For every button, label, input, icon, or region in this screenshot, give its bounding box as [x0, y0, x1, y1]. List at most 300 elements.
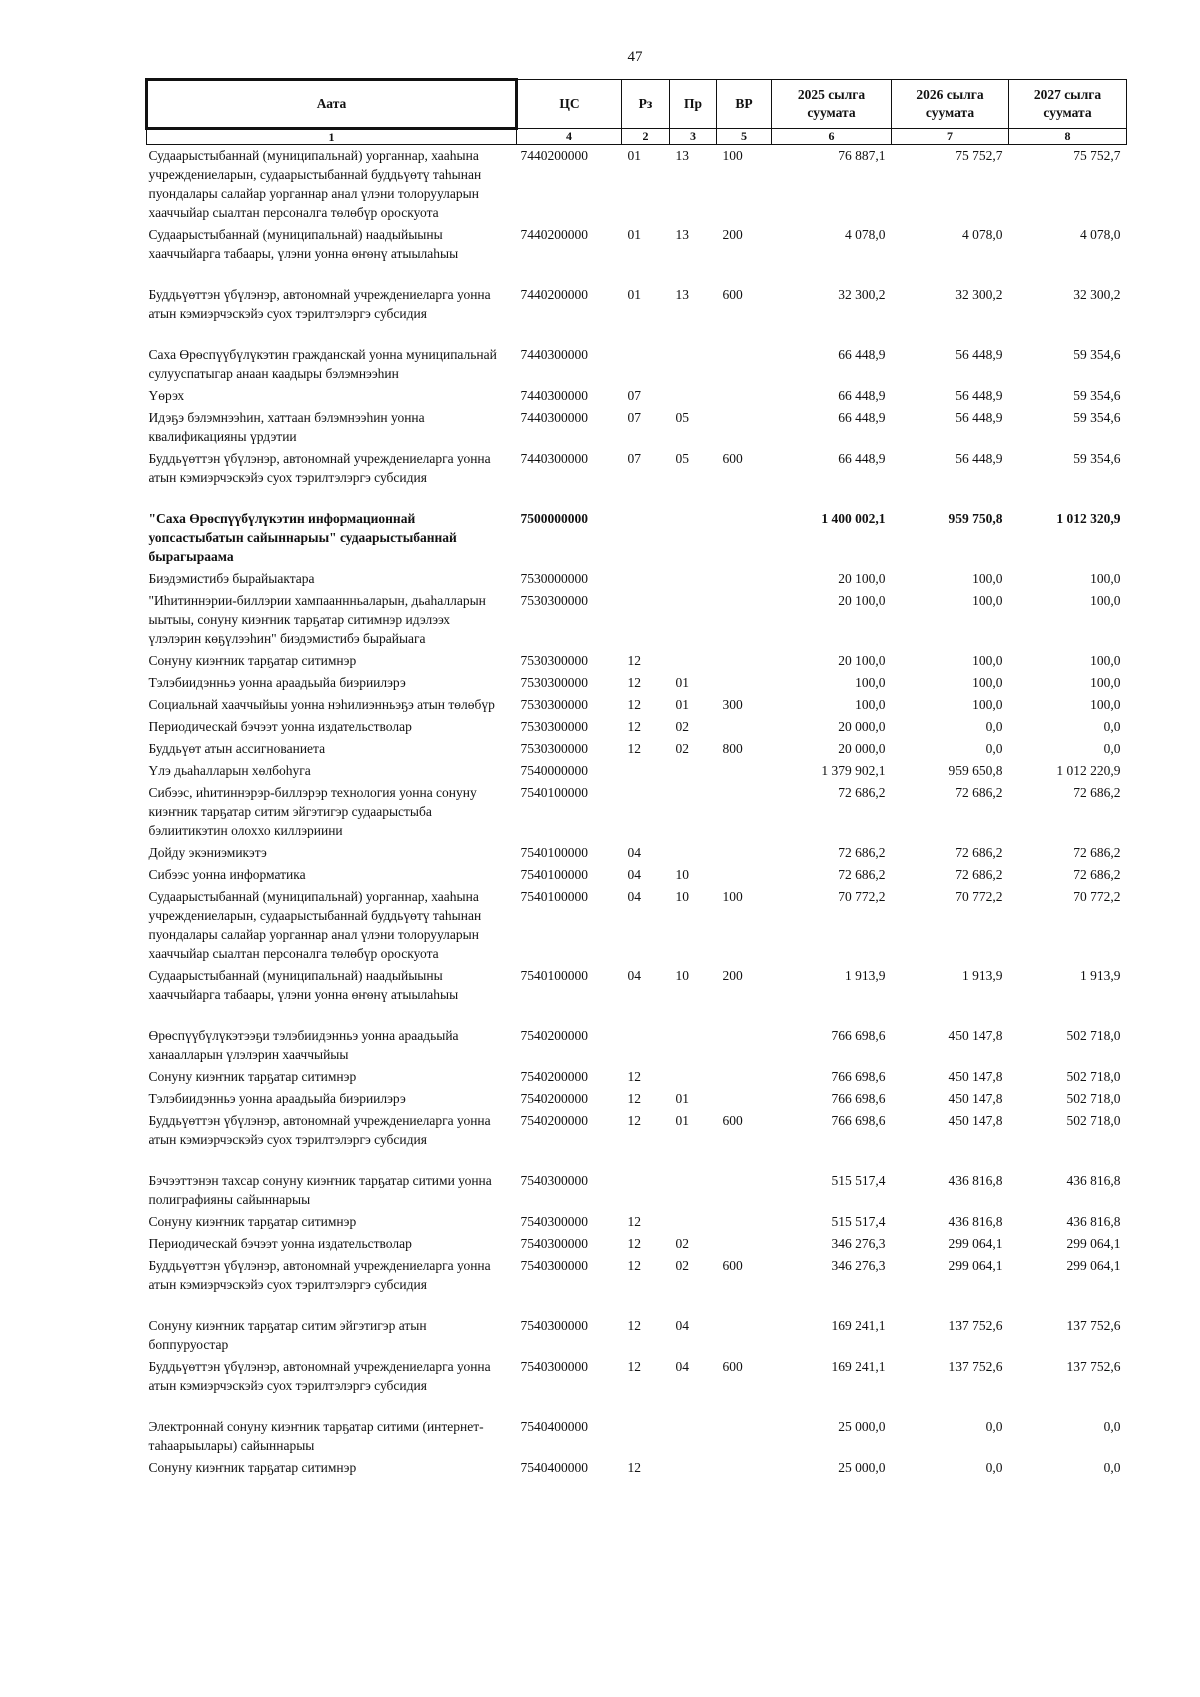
row-amount-2027: 1 012 320,9 [1056, 511, 1121, 526]
row-pr-code [670, 385, 717, 407]
table-row [147, 1066, 1127, 1088]
row-amount-2025: 169 241,1 [831, 1359, 886, 1374]
row-rz-code: 04 [627, 968, 641, 983]
row-vr-code: 600 [722, 287, 743, 302]
row-name: Буддьүөттэн үбүлэнэр, автономнай учреждениеларга уонна атын кэмиэрчэскэйэ суох тэрилтэлэргэ субсидия [148, 451, 491, 485]
row-amount-2026: 0,0 [985, 741, 1003, 756]
row-amount-2026: 450 147,8 [948, 1113, 1003, 1128]
row-rz-code: 12 [627, 1214, 641, 1229]
row-cs-code: 7540300000 [520, 1236, 588, 1251]
header-2025: 2025 сылга суумата [772, 80, 892, 129]
row-amount-2027: 1 012 220,9 [1056, 763, 1121, 778]
row-vr-code: 200 [722, 968, 743, 983]
table-row [147, 1416, 1127, 1457]
row-pr-code: 13 [675, 287, 689, 302]
row-amount-2025: 169 241,1 [831, 1318, 886, 1333]
row-vr-code [717, 672, 772, 694]
row-rz-code: 07 [627, 451, 641, 466]
column-number: 4 [517, 129, 622, 145]
row-amount-2027: 502 718,0 [1066, 1091, 1121, 1106]
row-rz-code: 07 [627, 410, 641, 425]
row-amount-2026: 137 752,6 [948, 1318, 1003, 1333]
row-name: Буддьүөттэн үбүлэнэр, автономнай учреждениеларга уонна атын кэмиэрчэскэйэ суох тэрилтэлэргэ субсидия [148, 1113, 491, 1147]
row-amount-2025: 100,0 [855, 675, 886, 690]
row-cs-code: 7540100000 [520, 845, 588, 860]
row-amount-2027: 4 078,0 [1080, 227, 1121, 242]
row-rz-code [622, 782, 670, 842]
row-name: Дойду экэниэмикэтэ [148, 845, 267, 860]
row-vr-code [717, 1066, 772, 1088]
row-amount-2025: 66 448,9 [838, 388, 886, 403]
row-amount-2026: 137 752,6 [948, 1359, 1003, 1374]
row-amount-2026: 56 448,9 [955, 388, 1003, 403]
row-cs-code: 7540300000 [520, 1318, 588, 1333]
row-amount-2026: 959 650,8 [948, 763, 1003, 778]
row-rz-code: 01 [627, 287, 641, 302]
row-cs-code: 7540100000 [520, 785, 588, 800]
row-vr-code: 200 [722, 227, 743, 242]
row-amount-2027: 72 686,2 [1073, 867, 1121, 882]
header-vr: ВР [717, 80, 772, 129]
row-vr-code [717, 385, 772, 407]
row-vr-code [717, 1315, 772, 1356]
row-amount-2026: 450 147,8 [948, 1091, 1003, 1106]
row-cs-code: 7540200000 [520, 1028, 588, 1043]
row-amount-2026: 70 772,2 [955, 889, 1003, 904]
row-name: Социальнай хааччыйыы уонна нэһилиэнньэҕэ атын төлөбүр [148, 697, 495, 712]
row-amount-2026: 56 448,9 [955, 347, 1003, 362]
row-amount-2026: 450 147,8 [948, 1069, 1003, 1084]
table-row [147, 385, 1127, 407]
table-row [147, 344, 1127, 385]
row-name: Периодическай бэчээт уонна издательстволар [148, 719, 412, 734]
row-amount-2026: 100,0 [972, 675, 1003, 690]
row-amount-2025: 1 379 902,1 [821, 763, 886, 778]
row-cs-code: 7530300000 [520, 653, 588, 668]
row-name: Тэлэбиидэнньэ уонна араадьыйа биэриилэрэ [148, 1091, 406, 1106]
header-name: Аата [147, 80, 517, 129]
row-cs-code: 7440300000 [520, 347, 588, 362]
row-vr-code [717, 590, 772, 650]
row-amount-2027: 75 752,7 [1073, 148, 1121, 163]
row-amount-2026: 72 686,2 [955, 785, 1003, 800]
row-rz-code: 01 [627, 148, 641, 163]
row-name: Сонуну киэҥник тарҕатар ситимнэр [148, 1460, 357, 1475]
column-number-row [147, 129, 1127, 145]
table-row [147, 448, 1127, 508]
row-amount-2025: 766 698,6 [831, 1069, 886, 1084]
row-amount-2026: 436 816,8 [948, 1214, 1003, 1229]
row-pr-code [670, 760, 717, 782]
table-row [147, 568, 1127, 590]
table-row [147, 284, 1127, 344]
row-vr-code [717, 1211, 772, 1233]
row-name: Буддьүөттэн үбүлэнэр, автономнай учреждениеларга уонна атын кэмиэрчэскэйэ суох тэрилтэлэргэ субсидия [148, 287, 491, 321]
header-2026: 2026 сылга суумата [892, 80, 1009, 129]
row-amount-2026: 0,0 [985, 1460, 1003, 1475]
row-name: Идэҕэ бэлэмнээһин, хаттаан бэлэмнээһин уонна квалификацияны үрдэтии [148, 410, 425, 444]
table-row [147, 1088, 1127, 1110]
row-amount-2025: 346 276,3 [831, 1258, 886, 1273]
row-amount-2025: 72 686,2 [838, 867, 886, 882]
row-amount-2025: 66 448,9 [838, 451, 886, 466]
row-name: Судаарыстыбаннай (муниципальнай) уорганнар, хааһына учреждениеларын, судаарыстыбаннай буддьүөтү таһынан пуондалары салайар уорганнар анал үлэни толорууларын хааччыйар сыалтан персоналга төлөбүр ороскуота [148, 889, 482, 961]
row-vr-code [717, 782, 772, 842]
row-pr-code: 01 [675, 1113, 689, 1128]
row-amount-2025: 66 448,9 [838, 410, 886, 425]
row-pr-code: 10 [675, 867, 689, 882]
table-row [147, 738, 1127, 760]
row-vr-code: 600 [722, 1359, 743, 1374]
row-vr-code: 100 [722, 148, 743, 163]
row-name: Судаарыстыбаннай (муниципальнай) наадыйыыны хааччыйарга табаары, үлэни уонна өҥөнү атыылаһыы [148, 968, 459, 1002]
row-amount-2025: 25 000,0 [838, 1460, 886, 1475]
row-name: Бэчээттэнэн тахсар сонуну киэҥник тарҕатар ситими уонна полиграфияны сайыннарыы [148, 1173, 492, 1207]
row-amount-2026: 56 448,9 [955, 451, 1003, 466]
row-rz-code: 12 [627, 1091, 641, 1106]
row-name: Үлэ дьаһалларын хөлбоһуга [148, 763, 311, 778]
page-number: 47 [627, 49, 643, 65]
row-pr-code: 04 [675, 1359, 689, 1374]
row-name: Буддьүөт атын ассигнованиета [148, 741, 326, 756]
row-rz-code: 12 [627, 697, 641, 712]
row-amount-2025: 76 887,1 [838, 148, 886, 163]
column-number: 2 [622, 129, 670, 145]
row-rz-code: 12 [627, 741, 641, 756]
row-name: Буддьүөттэн үбүлэнэр, автономнай учреждениеларга уонна атын кэмиэрчэскэйэ суох тэрилтэлэргэ субсидия [148, 1359, 491, 1393]
row-amount-2025: 4 078,0 [845, 227, 886, 242]
table-row [147, 842, 1127, 864]
row-pr-code: 01 [675, 1091, 689, 1106]
row-pr-code [670, 1211, 717, 1233]
row-pr-code: 13 [675, 227, 689, 242]
row-cs-code: 7540100000 [520, 889, 588, 904]
row-name: Сонуну киэҥник тарҕатар ситимнэр [148, 653, 357, 668]
header-pr: Пр [670, 80, 717, 129]
row-amount-2027: 137 752,6 [1066, 1318, 1121, 1333]
row-pr-code: 13 [675, 148, 689, 163]
table-row [147, 1233, 1127, 1255]
table-row [147, 508, 1127, 568]
row-vr-code [717, 508, 772, 568]
row-name: "Иһитиннэрии-биллэрии хампааннньаларын, дьаһалларын ыытыы, сонуну киэҥник тарҕатар ситимнэр идэлээх үлэлэрин көҕүлээһин" биэдэмистибэ бырайыага [148, 593, 486, 646]
row-pr-code: 01 [675, 675, 689, 690]
row-rz-code [622, 508, 670, 568]
row-vr-code [717, 568, 772, 590]
row-name: Судаарыстыбаннай (муниципальнай) наадыйыыны хааччыйарга табаары, үлэни уонна өҥөнү атыылаһыы [148, 227, 459, 261]
table-row [147, 1170, 1127, 1211]
column-number: 3 [670, 129, 717, 145]
row-amount-2026: 32 300,2 [955, 287, 1003, 302]
row-amount-2025: 100,0 [855, 697, 886, 712]
row-pr-code [670, 590, 717, 650]
row-rz-code: 04 [627, 845, 641, 860]
row-vr-code: 800 [722, 741, 743, 756]
row-pr-code [670, 1170, 717, 1211]
row-amount-2025: 72 686,2 [838, 845, 886, 860]
row-pr-code [670, 344, 717, 385]
row-rz-code [622, 590, 670, 650]
row-rz-code: 12 [627, 1069, 641, 1084]
row-rz-code: 07 [627, 388, 641, 403]
row-amount-2025: 25 000,0 [838, 1419, 886, 1434]
row-amount-2027: 72 686,2 [1073, 785, 1121, 800]
row-amount-2026: 436 816,8 [948, 1173, 1003, 1188]
row-amount-2027: 59 354,6 [1073, 451, 1121, 466]
row-amount-2027: 0,0 [1103, 719, 1121, 734]
row-amount-2027: 72 686,2 [1073, 845, 1121, 860]
row-vr-code: 600 [722, 1258, 743, 1273]
table-row [147, 224, 1127, 284]
row-cs-code: 7540300000 [520, 1173, 588, 1188]
row-pr-code: 02 [675, 719, 689, 734]
row-amount-2027: 59 354,6 [1073, 410, 1121, 425]
table-row [147, 716, 1127, 738]
row-amount-2026: 100,0 [972, 593, 1003, 608]
row-vr-code [717, 344, 772, 385]
row-amount-2026: 100,0 [972, 653, 1003, 668]
budget-table [145, 78, 1127, 1479]
row-amount-2027: 436 816,8 [1066, 1214, 1121, 1229]
row-amount-2025: 20 100,0 [838, 593, 886, 608]
row-cs-code: 7530000000 [520, 571, 588, 586]
row-rz-code [622, 1025, 670, 1066]
row-rz-code: 04 [627, 889, 641, 904]
row-amount-2027: 32 300,2 [1073, 287, 1121, 302]
row-cs-code: 7440200000 [520, 287, 588, 302]
row-amount-2025: 1 913,9 [845, 968, 886, 983]
row-amount-2025: 70 772,2 [838, 889, 886, 904]
row-vr-code [717, 407, 772, 448]
row-amount-2026: 1 913,9 [962, 968, 1003, 983]
table-row [147, 1025, 1127, 1066]
row-amount-2025: 515 517,4 [831, 1214, 886, 1229]
row-vr-code [717, 716, 772, 738]
row-rz-code: 04 [627, 867, 641, 882]
row-cs-code: 7540200000 [520, 1113, 588, 1128]
row-amount-2027: 299 064,1 [1066, 1236, 1121, 1251]
row-name: Судаарыстыбаннай (муниципальнай) уорганнар, хааһына учреждениеларын, судаарыстыбаннай буддьүөтү таһынан пуондалары салайар уорганнар анал үлэни толорууларын хааччыйар сыалтан персоналга төлөбүр ороскуота [148, 148, 482, 220]
table-row [147, 590, 1127, 650]
row-vr-code [717, 842, 772, 864]
row-rz-code: 12 [627, 1258, 641, 1273]
row-pr-code: 02 [675, 1258, 689, 1273]
row-name: Электроннай сонуну киэҥник тарҕатар ситими (интернет-таһаарыылары) сайыннарыы [148, 1419, 484, 1453]
row-name: Тэлэбиидэнньэ уонна араадьыйа биэриилэрэ [148, 675, 406, 690]
row-rz-code: 12 [627, 1236, 641, 1251]
row-name: Өрөспүүбүлүкэтээҕи тэлэбиидэнньэ уонна араадьыйа ханаалларын үлэлэрин хааччыйыы [148, 1028, 459, 1062]
row-vr-code: 600 [722, 1113, 743, 1128]
row-pr-code [670, 782, 717, 842]
row-name: Сибээс, иһитиннэрэр-биллэрэр технология уонна сонуну киэҥник тарҕатар ситим эйгэтигэр судаарыстыба бэлиитикэтин олоххо киллэриини [148, 785, 477, 838]
row-amount-2027: 59 354,6 [1073, 347, 1121, 362]
row-name: Сонуну киэҥник тарҕатар ситим эйгэтигэр атын боппуруостар [148, 1318, 427, 1352]
row-pr-code: 02 [675, 741, 689, 756]
row-pr-code [670, 1025, 717, 1066]
row-amount-2026: 4 078,0 [962, 227, 1003, 242]
table-row [147, 1315, 1127, 1356]
row-cs-code: 7440300000 [520, 410, 588, 425]
row-name: Саха Өрөспүүбүлүкэтин гражданскай уонна муниципальнай сулууспатыгар анаан каадыры бэлэмнээһин [148, 347, 497, 381]
row-vr-code [717, 1416, 772, 1457]
row-name: "Саха Өрөспүүбүлүкэтин информационнай уопсастыбатын сайыннарыы" судаарыстыбаннай бырагыраама [148, 511, 457, 564]
row-cs-code: 7440200000 [520, 148, 588, 163]
row-cs-code: 7500000000 [520, 511, 588, 526]
row-cs-code: 7540300000 [520, 1258, 588, 1273]
row-amount-2027: 100,0 [1090, 571, 1121, 586]
row-amount-2025: 766 698,6 [831, 1091, 886, 1106]
row-amount-2026: 72 686,2 [955, 867, 1003, 882]
table-row [147, 694, 1127, 716]
row-vr-code [717, 1170, 772, 1211]
row-vr-code [717, 760, 772, 782]
header-cs: ЦС [517, 80, 622, 129]
column-number: 1 [147, 129, 517, 145]
row-cs-code: 7530300000 [520, 593, 588, 608]
column-number: 8 [1009, 129, 1127, 145]
table-row [147, 145, 1127, 225]
row-rz-code [622, 760, 670, 782]
row-rz-code: 12 [627, 1460, 641, 1475]
row-pr-code [670, 508, 717, 568]
row-amount-2026: 75 752,7 [955, 148, 1003, 163]
row-pr-code [670, 1457, 717, 1479]
row-rz-code [622, 1170, 670, 1211]
row-amount-2025: 20 000,0 [838, 741, 886, 756]
row-amount-2027: 299 064,1 [1066, 1258, 1121, 1273]
row-cs-code: 7540400000 [520, 1419, 588, 1434]
row-rz-code: 12 [627, 653, 641, 668]
row-pr-code: 10 [675, 889, 689, 904]
table-row [147, 886, 1127, 965]
row-amount-2026: 0,0 [985, 719, 1003, 734]
row-cs-code: 7530300000 [520, 675, 588, 690]
table-row [147, 864, 1127, 886]
row-vr-code [717, 1088, 772, 1110]
row-pr-code [670, 650, 717, 672]
row-cs-code: 7540200000 [520, 1091, 588, 1106]
row-vr-code [717, 864, 772, 886]
row-name: Үөрэх [148, 388, 185, 403]
table-row [147, 407, 1127, 448]
row-vr-code [717, 1025, 772, 1066]
row-amount-2026: 959 750,8 [948, 511, 1003, 526]
row-amount-2025: 66 448,9 [838, 347, 886, 362]
row-amount-2026: 100,0 [972, 571, 1003, 586]
row-cs-code: 7440300000 [520, 451, 588, 466]
row-amount-2027: 0,0 [1103, 1460, 1121, 1475]
table-row [147, 672, 1127, 694]
row-rz-code: 01 [627, 227, 641, 242]
row-pr-code [670, 1416, 717, 1457]
row-amount-2025: 515 517,4 [831, 1173, 886, 1188]
row-amount-2027: 100,0 [1090, 675, 1121, 690]
row-pr-code: 01 [675, 697, 689, 712]
table-row [147, 1356, 1127, 1416]
table-body [147, 145, 1127, 1480]
row-name: Сонуну киэҥник тарҕатар ситимнэр [148, 1069, 357, 1084]
row-name: Биэдэмистибэ бырайыактара [148, 571, 315, 586]
row-pr-code [670, 842, 717, 864]
table-row [147, 1110, 1127, 1170]
row-amount-2027: 0,0 [1103, 741, 1121, 756]
row-name: Сонуну киэҥник тарҕатар ситимнэр [148, 1214, 357, 1229]
row-rz-code: 12 [627, 675, 641, 690]
row-vr-code [717, 1457, 772, 1479]
row-rz-code [622, 1416, 670, 1457]
row-vr-code [717, 650, 772, 672]
column-number: 6 [772, 129, 892, 145]
row-cs-code: 7540100000 [520, 968, 588, 983]
row-name: Периодическай бэчээт уонна издательстволар [148, 1236, 412, 1251]
row-amount-2025: 346 276,3 [831, 1236, 886, 1251]
table-row [147, 1211, 1127, 1233]
row-amount-2025: 1 400 002,1 [821, 511, 886, 526]
row-pr-code: 02 [675, 1236, 689, 1251]
row-cs-code: 7440300000 [520, 388, 588, 403]
row-pr-code [670, 1066, 717, 1088]
row-cs-code: 7540100000 [520, 867, 588, 882]
row-cs-code: 7540300000 [520, 1359, 588, 1374]
row-amount-2025: 72 686,2 [838, 785, 886, 800]
row-amount-2026: 299 064,1 [948, 1258, 1003, 1273]
row-vr-code: 600 [722, 451, 743, 466]
row-rz-code [622, 568, 670, 590]
row-name: Сибээс уонна информатика [148, 867, 306, 882]
table-row [147, 650, 1127, 672]
row-amount-2025: 32 300,2 [838, 287, 886, 302]
row-rz-code: 12 [627, 1318, 641, 1333]
table-row [147, 1457, 1127, 1479]
row-amount-2026: 100,0 [972, 697, 1003, 712]
row-amount-2025: 766 698,6 [831, 1113, 886, 1128]
table-header [147, 80, 1127, 145]
row-pr-code: 10 [675, 968, 689, 983]
row-pr-code: 05 [675, 410, 689, 425]
row-cs-code: 7540200000 [520, 1069, 588, 1084]
row-vr-code [717, 1233, 772, 1255]
row-amount-2027: 137 752,6 [1066, 1359, 1121, 1374]
row-amount-2025: 20 100,0 [838, 653, 886, 668]
row-amount-2026: 72 686,2 [955, 845, 1003, 860]
row-cs-code: 7530300000 [520, 697, 588, 712]
table-row [147, 760, 1127, 782]
header-2027: 2027 сылга суумата [1009, 80, 1127, 129]
row-amount-2027: 100,0 [1090, 593, 1121, 608]
row-cs-code: 7530300000 [520, 741, 588, 756]
header-rz: Рз [622, 80, 670, 129]
column-number: 5 [717, 129, 772, 145]
row-amount-2027: 59 354,6 [1073, 388, 1121, 403]
row-rz-code [622, 344, 670, 385]
row-rz-code: 12 [627, 1359, 641, 1374]
row-amount-2025: 20 100,0 [838, 571, 886, 586]
row-rz-code: 12 [627, 719, 641, 734]
row-amount-2026: 299 064,1 [948, 1236, 1003, 1251]
row-amount-2027: 436 816,8 [1066, 1173, 1121, 1188]
row-cs-code: 7440200000 [520, 227, 588, 242]
column-number: 7 [892, 129, 1009, 145]
row-rz-code: 12 [627, 1113, 641, 1128]
row-cs-code: 7540300000 [520, 1214, 588, 1229]
row-amount-2025: 20 000,0 [838, 719, 886, 734]
row-vr-code: 300 [722, 697, 743, 712]
row-pr-code [670, 568, 717, 590]
row-cs-code: 7530300000 [520, 719, 588, 734]
row-cs-code: 7540000000 [520, 763, 588, 778]
table-row [147, 782, 1127, 842]
row-amount-2026: 0,0 [985, 1419, 1003, 1434]
